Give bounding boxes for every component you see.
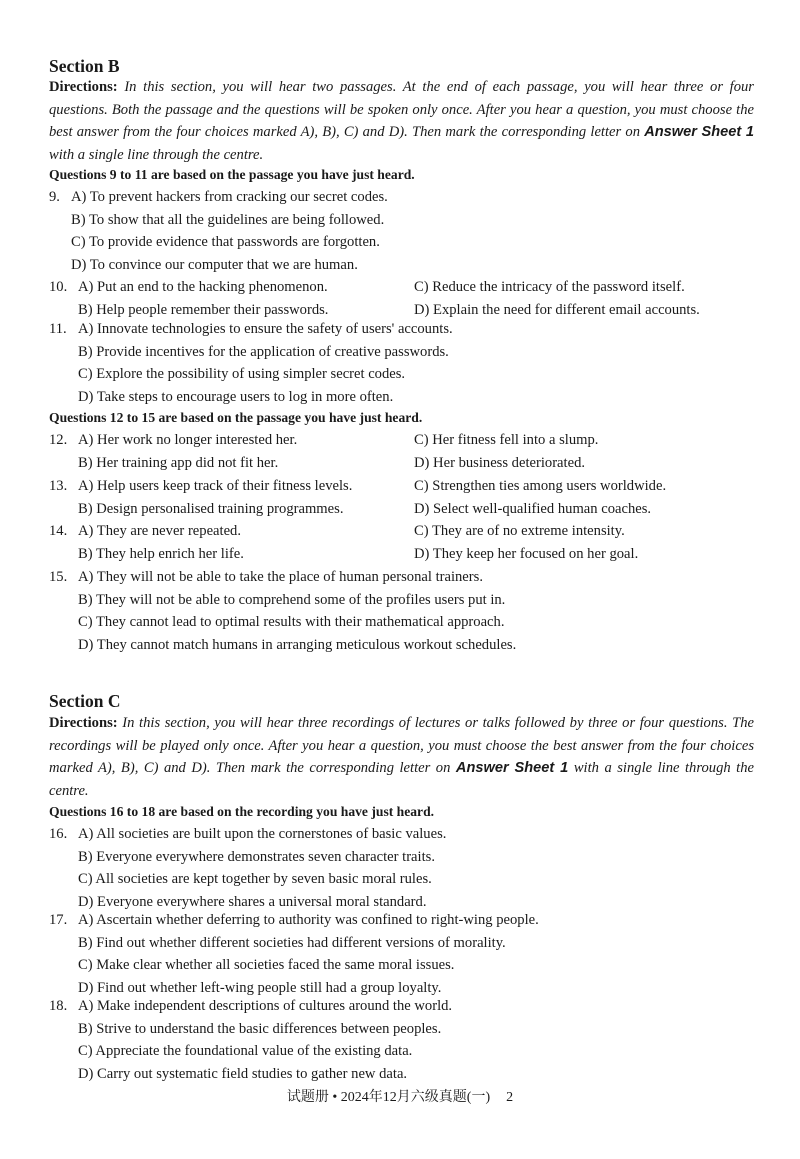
option-d: D) Carry out systematic field studies to gather new data. — [78, 1065, 408, 1082]
question-9 — [49, 186, 754, 276]
option-b: B) Find out whether different societies had different versions of morality. — [78, 934, 506, 951]
option-c: C) They cannot lead to optimal results with their mathematical approach. — [78, 614, 505, 630]
option-d: D) Explain the need for different email accounts. — [414, 301, 700, 318]
directions-text: In this section, you will hear three recordings of lectures or talks followed by three or four questions. The recordings will be played only once. After you hear a question, you must choose the best answer from the four choices marked A), B), C) and D). Then mark the corresponding letter on — [49, 715, 754, 776]
option-b: B) They help enrich her life. — [78, 545, 244, 562]
option-b: B) Strive to understand the basic differences between peoples. — [78, 1020, 442, 1037]
option-c: C) To provide evidence that passwords are forgotten. — [71, 234, 380, 250]
option-b: B) To show that all the guidelines are being followed. — [71, 211, 385, 228]
option-d: D) They cannot match humans in arranging meticulous workout schedules. — [78, 636, 517, 653]
question-number: 11. — [49, 321, 67, 337]
option-a: A) They will not be able to take the place of human personal trainers. — [78, 569, 483, 585]
question-13 — [49, 475, 754, 520]
question-11 — [49, 318, 754, 408]
question-number: 15. — [49, 569, 68, 585]
question-number: 18. — [49, 998, 68, 1014]
question-15 — [49, 566, 754, 656]
footer-title: 试题册 • 2024年12月六级真题(一) — [286, 1090, 491, 1105]
directions-text: In this section, you will hear two passages. At the end of each passage, you will hear three or four questions. Both the passage and the questions will be spoken only once. After you hear a question, you must choose the best answer from the four choices marked A), B), C) and D). Then mark the corresponding letter on — [49, 79, 754, 140]
option-d: D) Everyone everywhere shares a universal moral standard. — [78, 893, 427, 910]
question-14 — [49, 520, 754, 565]
section-c-title: Section C — [49, 691, 121, 711]
option-b: B) Design personalised training programmes. — [78, 500, 344, 517]
option-b: B) Help people remember their passwords. — [78, 301, 329, 318]
option-c: C) Appreciate the foundational value of the existing data. — [78, 1043, 413, 1059]
question-number: 16. — [49, 826, 68, 842]
question-number: 9. — [49, 189, 60, 205]
option-c: C) Her fitness fell into a slump. — [414, 432, 599, 448]
directions-label: Directions: — [49, 715, 118, 731]
option-b: B) Provide incentives for the application of creative passwords. — [78, 343, 449, 360]
directions-text-end: with a single line through the centre. — [49, 760, 755, 799]
option-c: C) All societies are kept together by seven basic moral rules. — [78, 871, 432, 887]
directions-label: Directions: — [49, 79, 118, 95]
question-16 — [49, 823, 754, 913]
option-c: C) Explore the possibility of using simpler secret codes. — [78, 366, 406, 382]
option-b: B) Her training app did not fit her. — [78, 454, 279, 471]
option-d: D) To convince our computer that we are human. — [71, 256, 358, 273]
option-c: C) They are of no extreme intensity. — [414, 523, 625, 539]
option-a: A) Make independent descriptions of cultures around the world. — [78, 998, 453, 1014]
question-18 — [49, 995, 754, 1085]
question-group-header-16-18: Questions 16 to 18 are based on the recording you have just heard. — [49, 804, 435, 819]
option-c: C) Make clear whether all societies faced the same moral issues. — [78, 957, 455, 973]
question-12 — [49, 429, 754, 474]
option-d: D) They keep her focused on her goal. — [414, 545, 639, 562]
page-footer — [0, 1086, 800, 1106]
option-d: D) Select well-qualified human coaches. — [414, 500, 652, 517]
option-a: A) Innovate technologies to ensure the safety of users' accounts. — [78, 321, 453, 337]
option-b: B) They will not be able to comprehend some of the profiles users put in. — [78, 591, 506, 608]
option-a: A) Ascertain whether deferring to authority was confined to right-wing people. — [78, 912, 539, 928]
option-a: A) They are never repeated. — [78, 523, 242, 539]
option-b: B) Everyone everywhere demonstrates seven character traits. — [78, 848, 435, 865]
question-number: 17. — [49, 912, 68, 928]
option-a: A) Her work no longer interested her. — [78, 432, 298, 448]
option-d: D) Her business deteriorated. — [414, 454, 586, 471]
question-number: 14. — [49, 523, 68, 539]
option-a: A) To prevent hackers from cracking our secret codes. — [71, 189, 388, 205]
question-17 — [49, 909, 754, 999]
question-number: 13. — [49, 478, 68, 494]
option-a: A) Put an end to the hacking phenomenon. — [78, 279, 328, 295]
section-b-directions — [49, 76, 754, 166]
question-number: 10. — [49, 279, 68, 295]
question-group-header-9-11: Questions 9 to 11 are based on the passage you have just heard. — [49, 167, 415, 182]
question-10 — [49, 276, 754, 321]
section-c-directions — [49, 712, 754, 802]
directions-text-end: with a single line through the centre. — [49, 146, 264, 163]
section-b-title: Section B — [49, 56, 120, 76]
question-group-header-12-15: Questions 12 to 15 are based on the passage you have just heard. — [49, 410, 423, 425]
option-a: A) All societies are built upon the cornerstones of basic values. — [78, 826, 447, 842]
option-d: D) Find out whether left-wing people still had a group loyalty. — [78, 979, 442, 996]
question-number: 12. — [49, 432, 68, 448]
option-d: D) Take steps to encourage users to log in more often. — [78, 388, 394, 405]
answer-sheet-label: Answer Sheet 1 — [644, 124, 755, 140]
option-c: C) Reduce the intricacy of the password itself. — [414, 279, 685, 295]
option-c: C) Strengthen ties among users worldwide. — [414, 478, 667, 494]
page-number: 2 — [506, 1090, 514, 1105]
option-a: A) Help users keep track of their fitness levels. — [78, 478, 353, 494]
answer-sheet-label: Answer Sheet 1 — [455, 760, 569, 776]
